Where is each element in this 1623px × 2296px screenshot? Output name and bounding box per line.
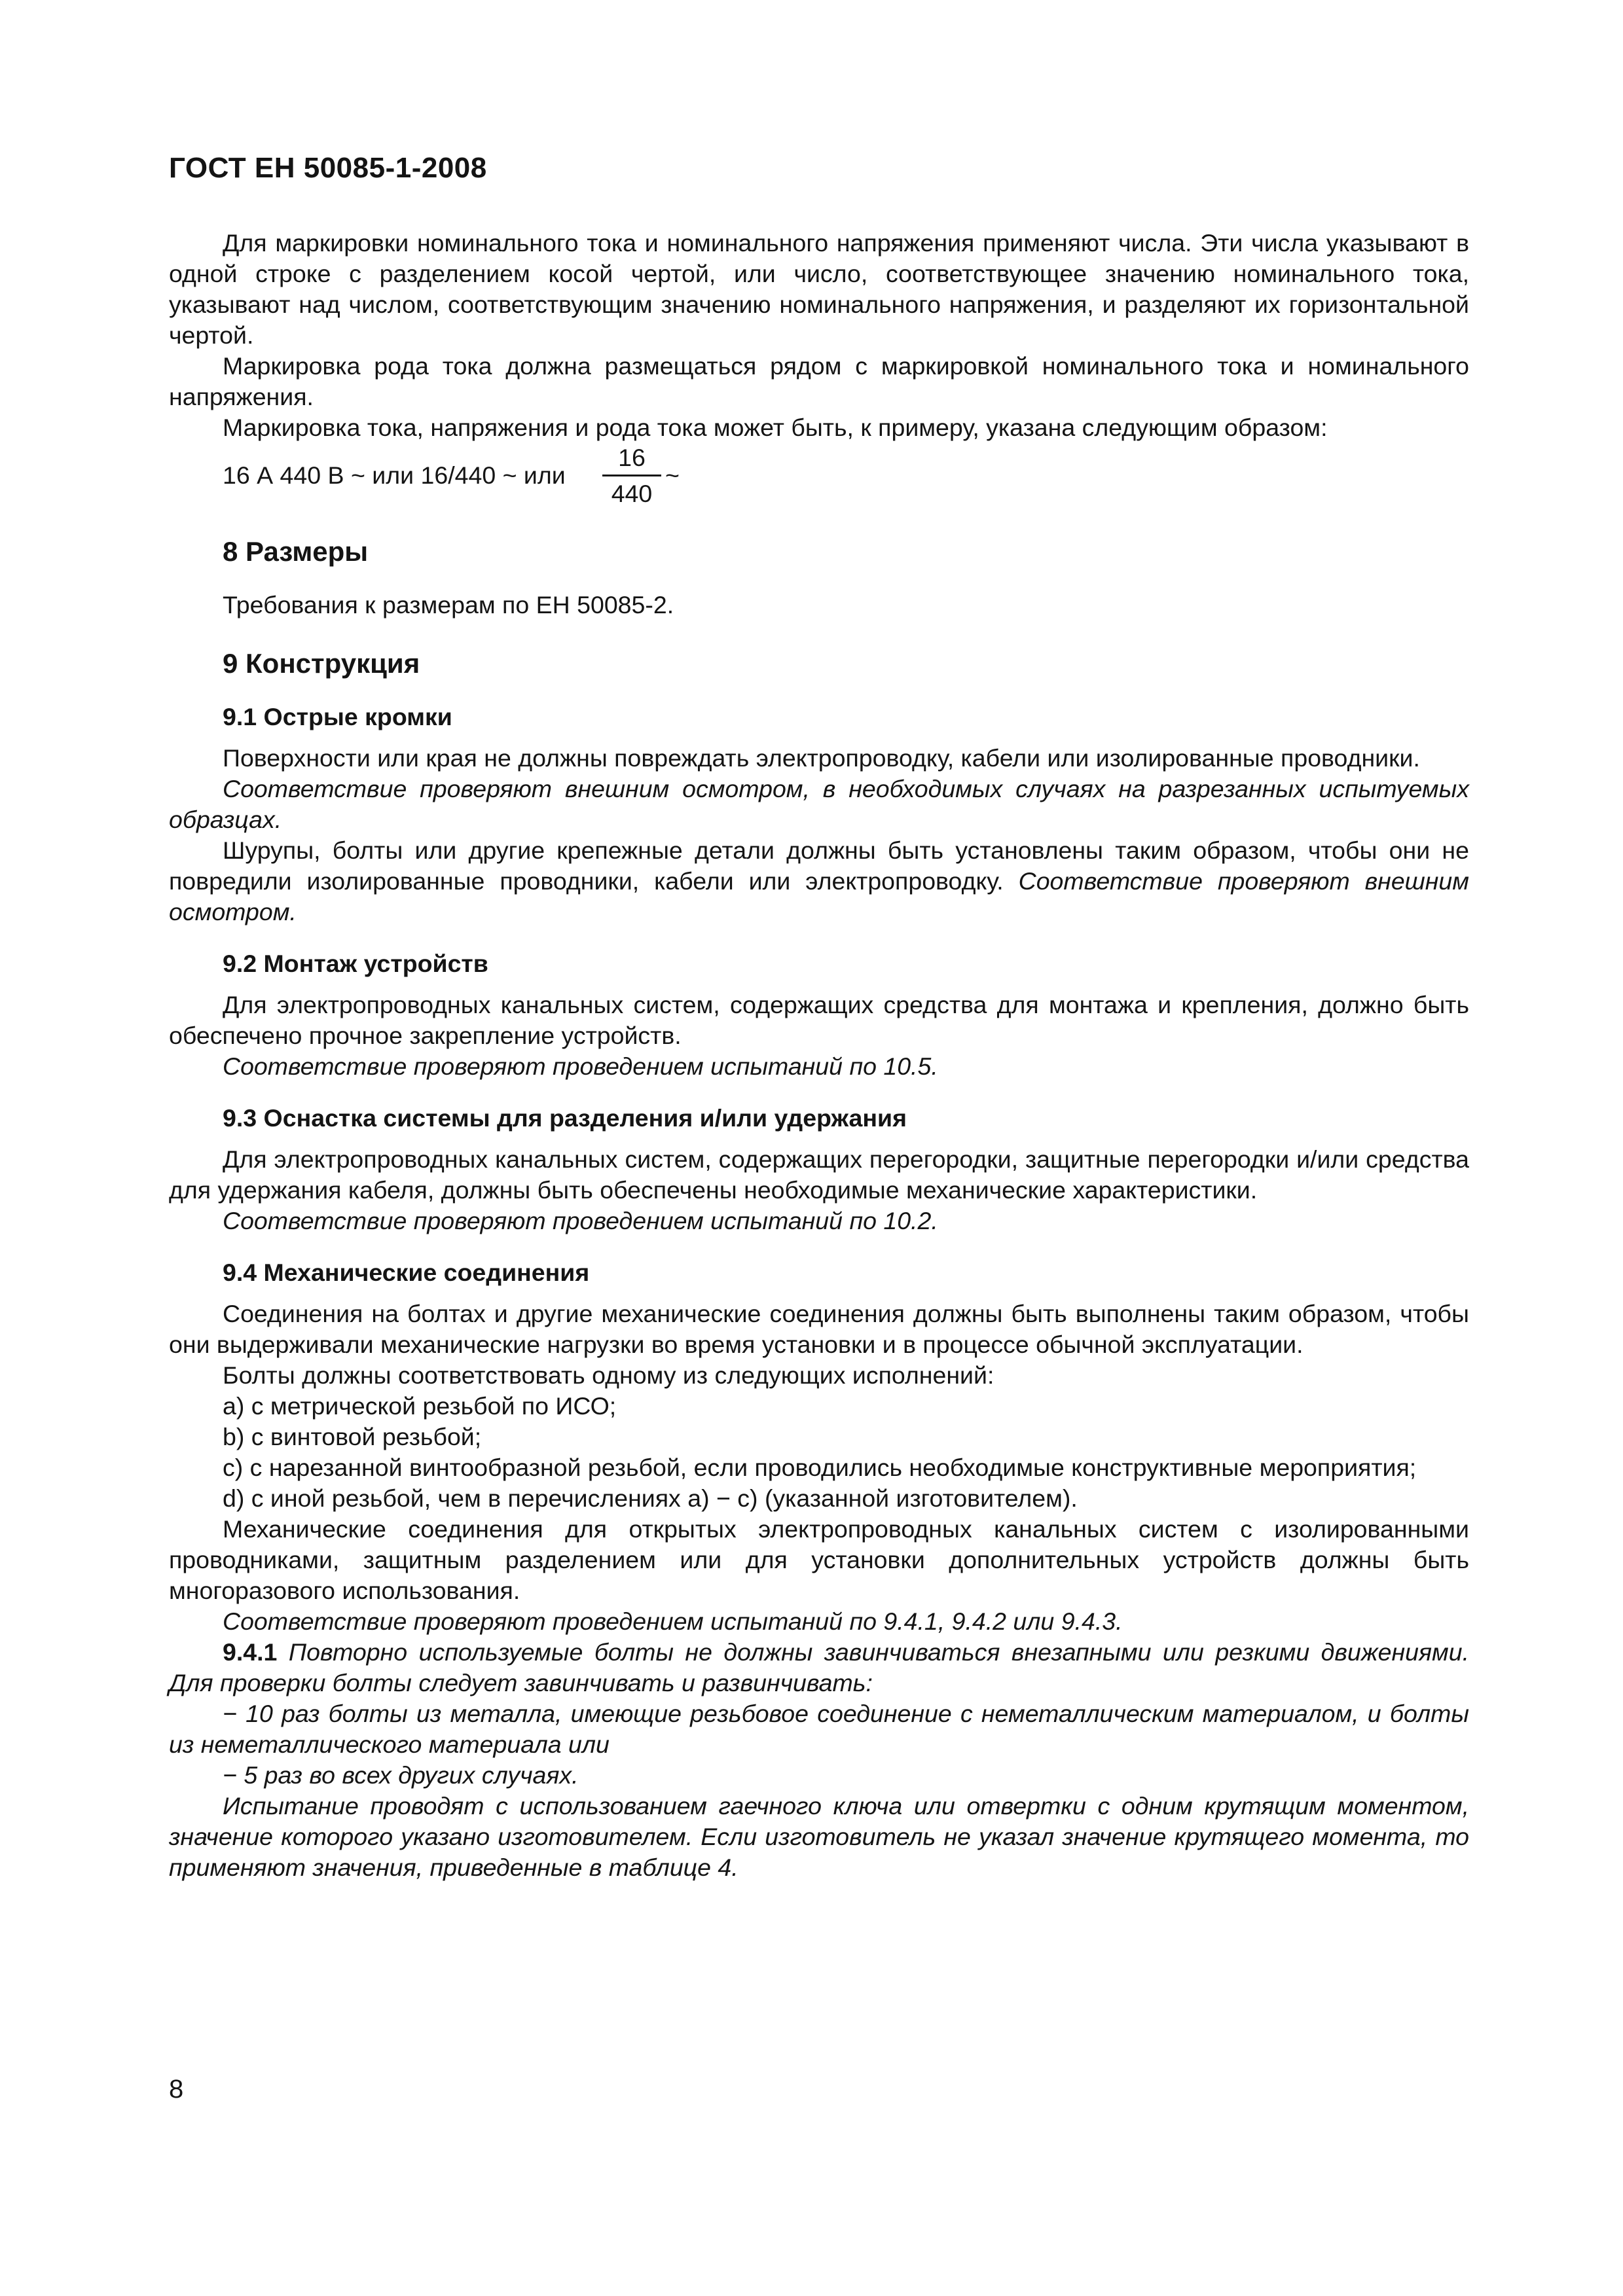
formula-inline: 16 А 440 В ~ или 16/440 ~ или xyxy=(223,461,566,489)
formula-tilde: ~ xyxy=(665,461,680,489)
fraction-numerator: 16 xyxy=(618,444,646,471)
list-item: − 5 раз во всех других случаях. xyxy=(223,1761,579,1789)
document-header: ГОСТ ЕН 50085-1-2008 xyxy=(169,152,487,184)
fraction-denominator: 440 xyxy=(611,480,653,507)
paragraph: Для маркировки номинального тока и номинального напряжения применяют числа. Эти числа указывают в одной строке с разделением косой чертой, или число, соответствующее значению номинального тока, указывают над числом, соответствующим значению номинального напряжения, и разделяют их горизонтальной чертой. xyxy=(169,229,1469,349)
paragraph: Требования к размерам по ЕН 50085-2. xyxy=(223,591,674,619)
paragraph-italic: Соответствие проверяют проведением испытаний по 9.4.1, 9.4.2 или 9.4.3. xyxy=(223,1607,1123,1635)
paragraph: Для электропроводных канальных систем, содержащих средства для монтажа и крепления, должно быть обеспечено прочное закрепление устройств. xyxy=(169,991,1469,1049)
subsection-title-9-2: 9.2 Монтаж устройств xyxy=(223,950,488,977)
clause-text: Повторно используемые болты не должны завинчиваться внезапными или резкими движениями. Для проверки болты следует завинчивать и развинчивать: xyxy=(169,1638,1470,1696)
paragraph: Маркировка рода тока должна размещаться рядом с маркировкой номинального тока и номинального напряжения. xyxy=(169,352,1469,410)
list-item: а) с метрической резьбой по ИСО; xyxy=(223,1392,617,1420)
paragraph-italic: Соответствие проверяют проведением испытаний по 10.2. xyxy=(223,1207,938,1234)
section-title-8: 8 Размеры xyxy=(223,536,369,567)
fraction-bar xyxy=(602,475,661,476)
paragraph: Маркировка тока, напряжения и рода тока может быть, к примеру, указана следующим образом: xyxy=(223,414,1328,441)
marking-formula xyxy=(169,443,1469,509)
paragraph-text: Шурупы, болты или другие крепежные детали должны быть установлены таким образом, чтобы они не повредили изолированные проводники, кабели или электропроводку. xyxy=(169,836,1469,895)
list-item: d) с иной резьбой, чем в перечислениях а) − с) (указанной изготовителем). xyxy=(223,1484,1078,1512)
paragraph-italic: Соответствие проверяют проведением испытаний по 10.5. xyxy=(223,1052,938,1080)
paragraph: Соединения на болтах и другие механические соединения должны быть выполнены таким образом, чтобы они выдерживали механические нагрузки во время установки и в процессе обычной эксплуатации. xyxy=(169,1300,1469,1358)
paragraph xyxy=(169,835,1469,927)
subsection-title-9-4: 9.4 Механические соединения xyxy=(223,1259,590,1286)
subsection-title-9-3: 9.3 Оснастка системы для разделения и/или удержания xyxy=(223,1104,907,1132)
formula-fraction xyxy=(602,443,661,508)
paragraph: Механические соединения для открытых электропроводных канальных систем с изолированными проводниками, защитным разделением или для установки дополнительных устройств должны быть многоразового использования. xyxy=(169,1515,1469,1604)
list-item: − 10 раз болты из металла, имеющие резьбовое соединение с неметаллическим материалом, и болты из неметаллического материала или xyxy=(169,1700,1469,1758)
page-number: 8 xyxy=(169,2075,184,2104)
list-item: b) с винтовой резьбой; xyxy=(223,1423,482,1450)
clause-9-4-1 xyxy=(169,1637,1469,1698)
paragraph: Поверхности или края не должны повреждать электропроводку, кабели или изолированные проводники. xyxy=(223,744,1420,772)
paragraph: Болты должны соответствовать одному из следующих исполнений: xyxy=(223,1361,994,1389)
list-item: с) с нарезанной винтообразной резьбой, если проводились необходимые конструктивные мероприятия; xyxy=(223,1454,1417,1481)
section-title-9: 9 Конструкция xyxy=(223,648,420,679)
clause-number: 9.4.1 xyxy=(223,1638,278,1666)
paragraph: Для электропроводных канальных систем, содержащих перегородки, защитные перегородки и/или средства для удержания кабеля, должны быть обеспечены необходимые механические характеристики. xyxy=(169,1145,1469,1204)
paragraph-italic: Испытание проводят с использованием гаечного ключа или отвертки с одним крутящим моментом, значение которого указано изготовителем. Если изготовитель не указал значение крутящего момента, то применяют значения, приведенные в таблице 4. xyxy=(169,1792,1469,1881)
paragraph-italic: Соответствие проверяют внешним осмотром. xyxy=(169,867,1469,925)
subsection-title-9-1: 9.1 Острые кромки xyxy=(223,703,452,730)
paragraph-italic: Соответствие проверяют внешним осмотром, в необходимых случаях на разрезанных испытуемых образцах. xyxy=(169,775,1469,833)
document-body xyxy=(169,228,1469,1883)
